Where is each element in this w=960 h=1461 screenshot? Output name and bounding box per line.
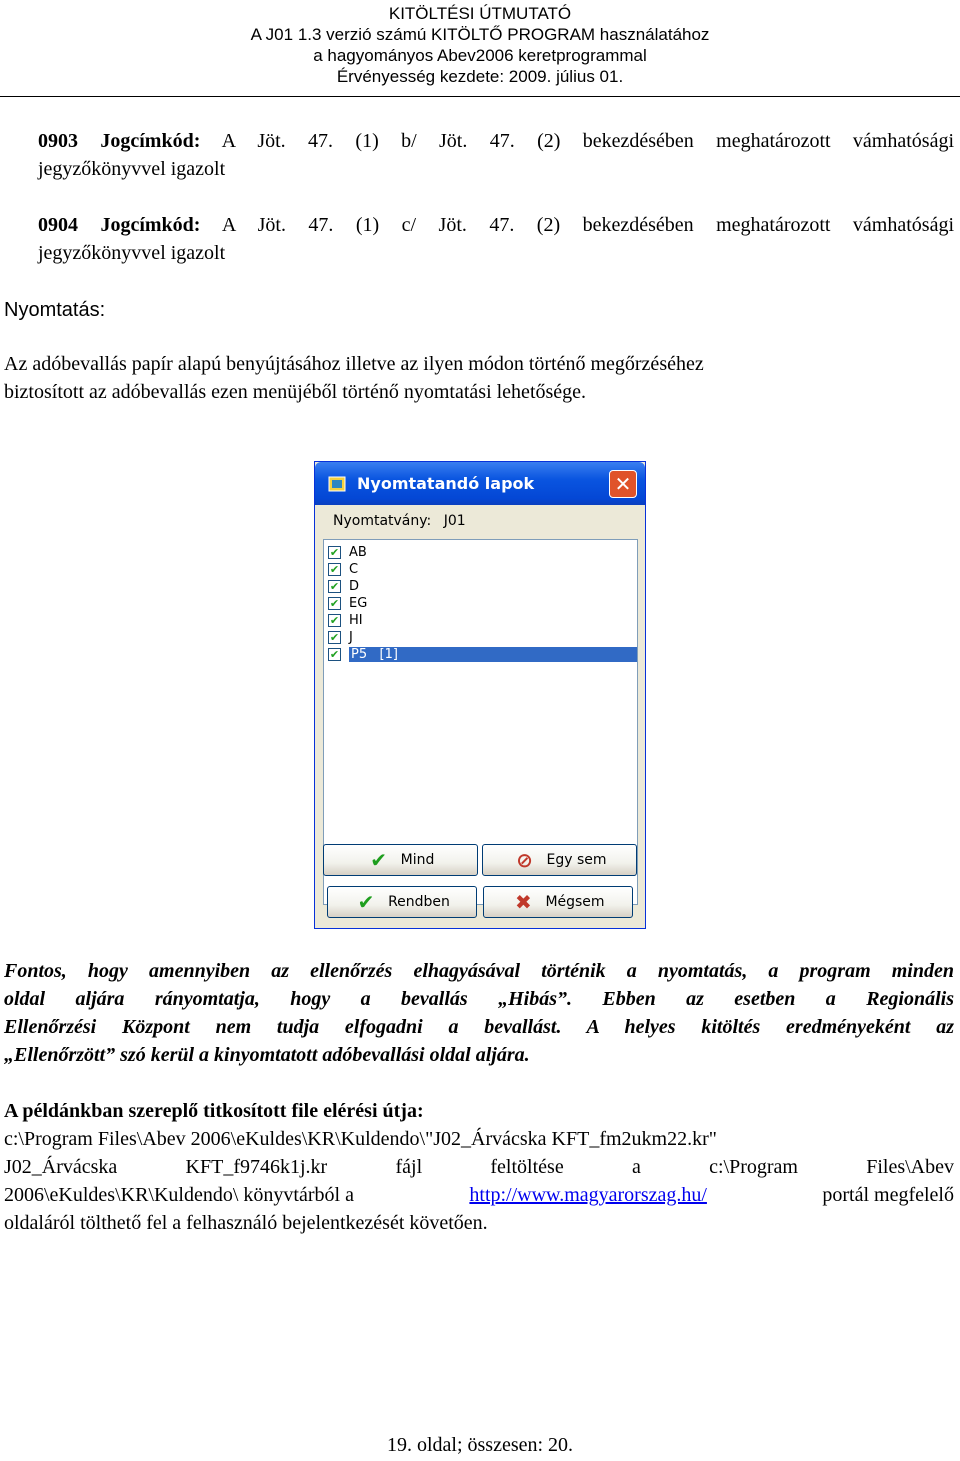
check-icon: ✔	[357, 890, 375, 914]
warning-line3: Ellenőrzési Központ nem tudja elfogadni a bevallást. A helyes kitöltés eredményeként az	[4, 1016, 954, 1038]
checkbox-checked-icon[interactable]: ✔	[329, 580, 340, 593]
dialog-titlebar	[315, 462, 645, 505]
check-icon: ✔	[370, 848, 387, 872]
entry-0904-line1: 0904 Jogcímkód: A Jöt. 47. (1) c/ Jöt. 47. (2) bekezdésében meghatározott vámhatósági	[38, 214, 955, 236]
no-entry-icon: ⊘	[516, 848, 533, 872]
page-number: 19. oldal; összesen: 20.	[386, 1434, 574, 1456]
entry-0903-line2: jegyzőkönyvvel igazolt	[38, 158, 226, 180]
path-line4: oldaláról tölthető fel a felhasználó bejelentkezését követően.	[4, 1212, 488, 1234]
document-header	[0, 0, 960, 97]
print-pages-dialog	[314, 461, 646, 929]
dialog-title: Nyomtatandó lapok	[357, 474, 535, 493]
list-item[interactable]: ✔ AB	[329, 545, 367, 560]
entry-0904-line2: jegyzőkönyvvel igazolt	[38, 242, 226, 264]
path-heading: A példánkban szereplő titkosított file elérési útja:	[4, 1100, 424, 1122]
path-line3: 2006\eKuldes\KR\Kuldendo\ könyvtárból a http://www.magyarorszag.hu/ portál megfelelő	[4, 1181, 954, 1209]
form-label: Nyomtatvány:	[333, 513, 432, 529]
warning-line2: oldal aljára rányomtatja, hogy a bevallás „Hibás”. Ebben az esetben a Regionális	[4, 988, 954, 1010]
list-item[interactable]: ✔ C	[329, 562, 359, 577]
magyarorszag-link[interactable]: http://www.magyarorszag.hu/	[469, 1184, 707, 1206]
section-title: Nyomtatás:	[4, 299, 106, 321]
checkbox-checked-icon[interactable]: ✔	[329, 597, 340, 610]
select-none-button[interactable]: ⊘ Egy sem	[482, 844, 637, 876]
warning-line4: „Ellenőrzött” szó kerül a kinyomtatott adóbevallási oldal aljára.	[4, 1044, 530, 1066]
list-item[interactable]: ✔ HI	[329, 613, 363, 628]
header-validity: Érvényesség kezdete: 2009. július 01.	[336, 67, 624, 86]
close-icon: ✖	[515, 890, 532, 914]
list-item-selected[interactable]: ✔ P5 [1]	[324, 646, 637, 663]
list-item[interactable]: ✔ EG	[329, 596, 368, 611]
header-subtitle-2: a hagyományos Abev2006 keretprogrammal	[313, 46, 647, 65]
list-item[interactable]: ✔ D	[329, 579, 360, 594]
intro-line1: Az adóbevallás papír alapú benyújtásához illetve az ilyen módon történő megőrzéséhez	[4, 353, 704, 375]
intro-line2: biztosított az adóbevallás ezen menüjéből történő nyomtatási lehetősége.	[4, 381, 587, 403]
checkbox-checked-icon[interactable]: ✔	[329, 546, 340, 559]
entry-0903-line1: 0903 Jogcímkód: A Jöt. 47. (1) b/ Jöt. 47. (2) bekezdésében meghatározott vámhatósági	[38, 130, 955, 152]
header-title: KITÖLTÉSI ÚTMUTATÓ	[388, 4, 572, 23]
form-value: J01	[443, 513, 466, 529]
select-all-button[interactable]: ✔ Mind	[323, 844, 478, 876]
warning-line1: Fontos, hogy amennyiben az ellenőrzés elhagyásával történik a nyomtatás, a program minden	[4, 960, 954, 982]
path-line2: J02_Árvácska KFT_f9746k1j.kr fájl feltöltése a c:\Program Files\Abev	[4, 1156, 954, 1178]
checkbox-checked-icon[interactable]: ✔	[329, 631, 340, 644]
ok-button[interactable]: ✔ Rendben	[327, 886, 477, 918]
list-item[interactable]: ✔ J	[329, 630, 353, 645]
app-icon	[327, 475, 347, 493]
path-line1: c:\Program Files\Abev 2006\eKuldes\KR\Kuldendo\"J02_Árvácska KFT_fm2ukm22.kr"	[4, 1128, 717, 1150]
checkbox-checked-icon[interactable]: ✔	[329, 614, 340, 627]
cancel-button[interactable]: ✖ Mégsem	[483, 886, 633, 918]
checkbox-checked-icon[interactable]: ✔	[329, 563, 340, 576]
header-subtitle: A J01 1.3 verzió számú KITÖLTŐ PROGRAM használatához	[250, 25, 710, 44]
checkbox-checked-icon[interactable]: ✔	[329, 648, 340, 661]
form-row	[315, 505, 645, 541]
close-icon[interactable]: ✕	[609, 470, 637, 498]
